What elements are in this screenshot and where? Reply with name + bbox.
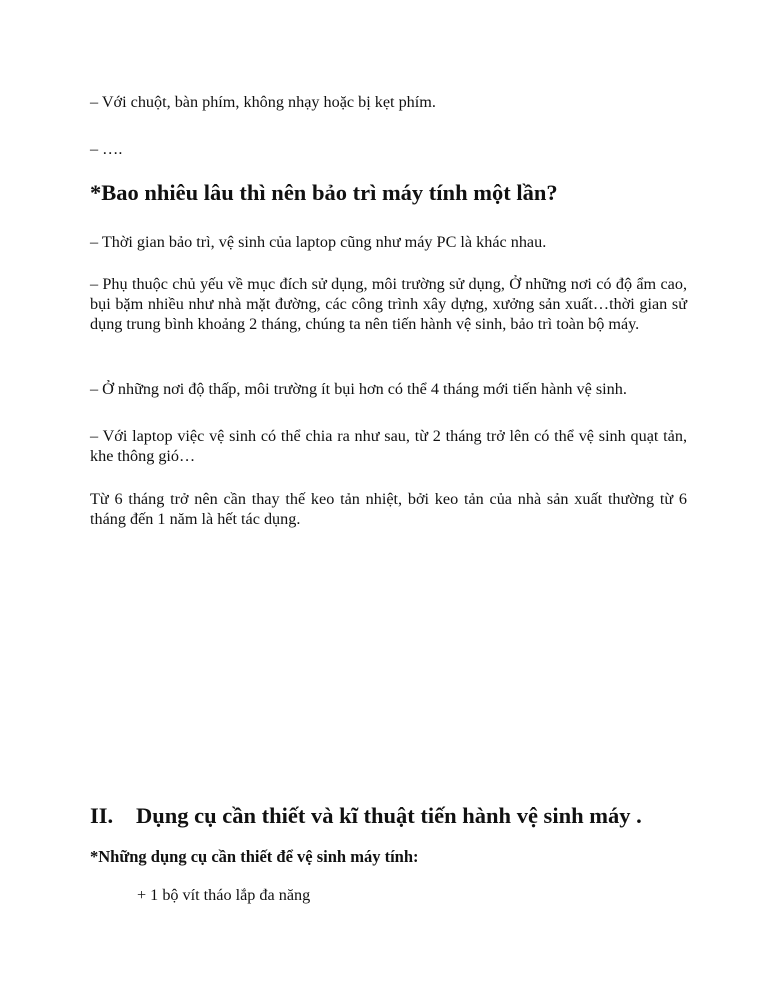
maintenance-frequency-heading: *Bao nhiêu lâu thì nên bảo trì máy tính một lần? [90,180,558,205]
paragraph-maintenance-time: – Thời gian bảo trì, vệ sinh của laptop cũng như máy PC là khác nhau. [90,233,547,251]
tools-subheading: *Những dụng cụ cần thiết để vệ sinh máy tính: [90,847,419,866]
section-heading [90,802,710,830]
paragraph-environment: – Phụ thuộc chủ yếu về mục đích sử dụng, môi trường sử dụng, Ở những nơi có độ ẩm cao, bụi bặm nhiều như nhà mặt đường, các công trình xây dựng, xưởng sản xuất…thời gian sử dụng trung bình khoảng 2 tháng, chúng ta nên tiến hành vệ sinh, bảo trì toàn bộ máy. [90,275,687,333]
paragraph-low-dust: – Ở những nơi độ thấp, môi trường ít bụi hơn có thể 4 tháng mới tiến hành vệ sinh. [90,380,627,398]
paragraph-thermal-paste: Từ 6 tháng trở nên cần thay thế keo tản nhiệt, bởi keo tản của nhà sản xuất thường từ 6 tháng đến 1 năm là hết tác dụng. [90,490,687,528]
paragraph-ellipsis: – …. [90,140,123,158]
paragraph-laptop: – Với laptop việc vệ sinh có thể chia ra như sau, từ 2 tháng trở lên có thể vệ sinh quạt tản, khe thông gió… [90,427,687,465]
list-item: + 1 bộ vít tháo lắp đa năng [137,886,311,904]
paragraph-keyboard-mouse: – Với chuột, bàn phím, không nhạy hoặc bị kẹt phím. [90,93,436,111]
section-title: Dụng cụ cần thiết và kĩ thuật tiến hành vệ sinh máy . [136,803,642,828]
section-number: II. [90,803,114,828]
